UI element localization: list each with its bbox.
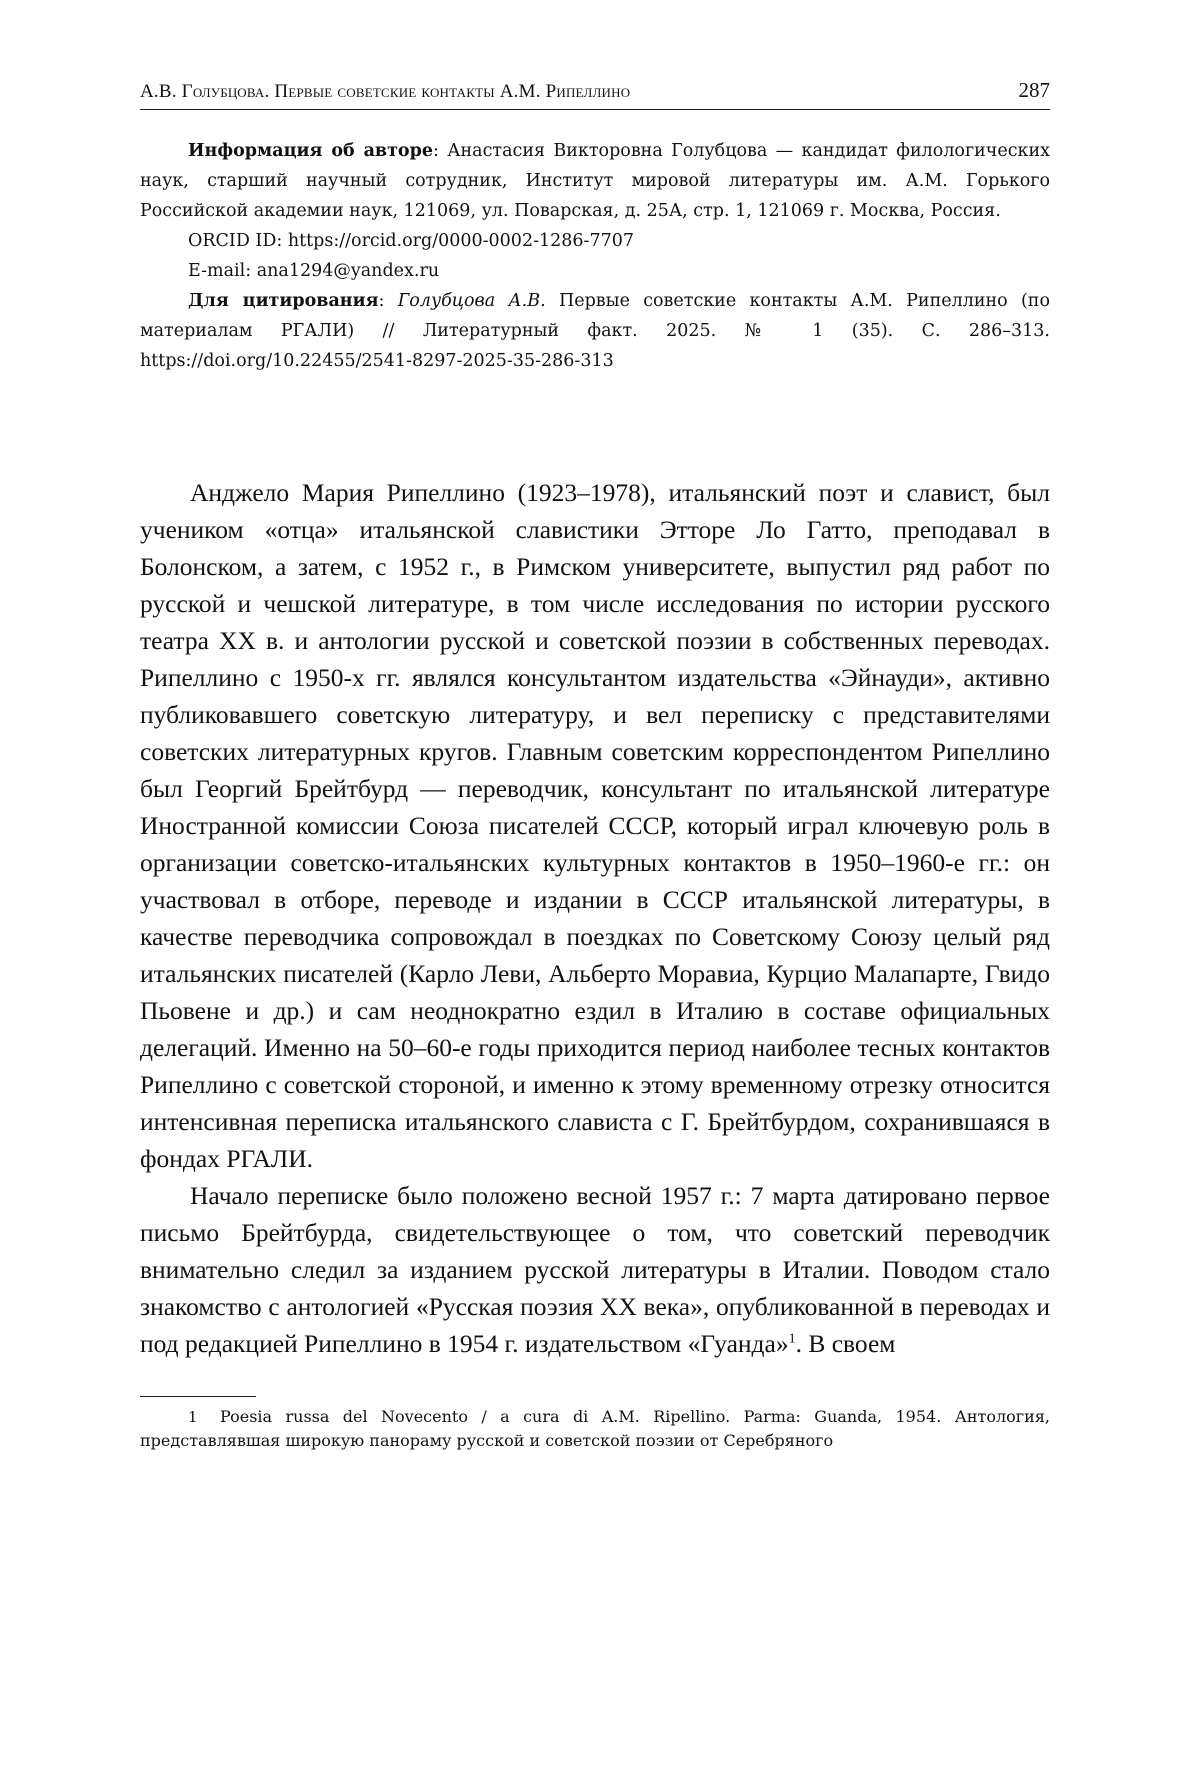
email-line: E-mail: ana1294@yandex.ru — [188, 261, 440, 281]
footnote-divider — [140, 1396, 256, 1397]
document-page — [140, 78, 1050, 1453]
author-info — [140, 136, 1050, 226]
citation-colon: : — [378, 291, 398, 311]
running-header — [140, 78, 1050, 110]
citation — [140, 286, 1050, 376]
page-number: 287 — [1018, 78, 1050, 102]
footnote — [140, 1405, 1050, 1453]
footnote-item — [140, 1405, 1050, 1453]
author-info-text: : Анастасия Викторовна Голубцова — кандидат филологических наук, старший научный сотрудник, Институт мировой литературы им. А.М. Горького Российской академии наук, 121069, ул. Поварская, д. 25А, стр. 1, 121069 г. Москва, Россия. — [140, 141, 1050, 221]
citation-text: Первые советские контакты А.М. Рипеллино (по материалам РГАЛИ) // Литературный факт. 2025. № 1 (35). С. 286–313. https://doi.org/10.22455/2541-8297-2025-35-286-313 — [140, 291, 1051, 371]
running-title: А.В. Голубцова. Первые советские контакты А.М. Рипеллино — [140, 81, 631, 102]
article-body — [140, 474, 1050, 1362]
footnote-text: Poesia russa del Novecento / a cura di A.M. Ripellino. Parma: Guanda, 1954. Антология, представлявшая широкую панораму русской и советской поэзии от Серебряного — [140, 1407, 1050, 1450]
footnote-reference[interactable]: 1 — [788, 1331, 796, 1347]
citation-author: Голубцова А.В. — [397, 291, 546, 311]
body-paragraph-2 — [140, 1177, 1050, 1362]
orcid-line: ORCID ID: https://orcid.org/0000-0002-1286-7707 — [188, 231, 634, 251]
body-paragraph-2-text: Начало переписке было положено весной 1957 г.: 7 марта датировано первое письмо Брейтбурда, свидетельствующее о том, что советский переводчик внимательно следил за изданием русской литературы в Италии. Поводом стало знакомство с антологией «Русская поэзия XX века», опубликованной в переводах и под редакцией Рипеллино в 1954 г. издательством «Гуанда» — [140, 1181, 1050, 1358]
body-paragraph-2-tail: . В своем — [795, 1329, 896, 1358]
author-info-label: Информация об авторе — [188, 141, 433, 161]
body-paragraph-1: Анджело Мария Рипеллино (1923–1978), итальянский поэт и славист, был учеником «отца» итальянской славистики Этторе Ло Гатто, преподавал в Болонском, а затем, с 1952 г., в Римском университете, выпустил ряд работ по русской и чешской литературе, в том числе исследования по истории русского театра XX в. и антологии русской и советской поэзии в собственных переводах. Рипеллино с 1950-х гг. являлся консультантом издательства «Эйнауди», активно публиковавшего советскую литературу, и вел переписку с представителями советских литературных кругов. Главным советским корреспондентом Рипеллино был Георгий Брейтбурд — переводчик, консультант по итальянской литературе Иностранной комиссии Союза писателей СССР, который играл ключевую роль в организации советско-итальянских культурных контактов в 1950–1960-е гг.: он участвовал в отборе, переводе и издании в СССР итальянской литературы, в качестве переводчика сопровождал в поездках по Советскому Союзу целый ряд итальянских писателей (Карло Леви, Альберто Моравиа, Курцио Малапарте, Гвидо Пьовене и др.) и сам неоднократно ездил в Италию в составе официальных делегаций. Именно на 50–60-е годы приходится период наиболее тесных контактов Рипеллино с советской стороной, и именно к этому временному отрезку относится интенсивная переписка итальянского слависта с Г. Брейтбурдом, сохранившаяся в фондах РГАЛИ. — [140, 478, 1050, 1173]
article-metadata — [140, 136, 1050, 376]
footnote-number: 1 — [188, 1408, 198, 1426]
citation-label: Для цитирования — [188, 291, 379, 311]
